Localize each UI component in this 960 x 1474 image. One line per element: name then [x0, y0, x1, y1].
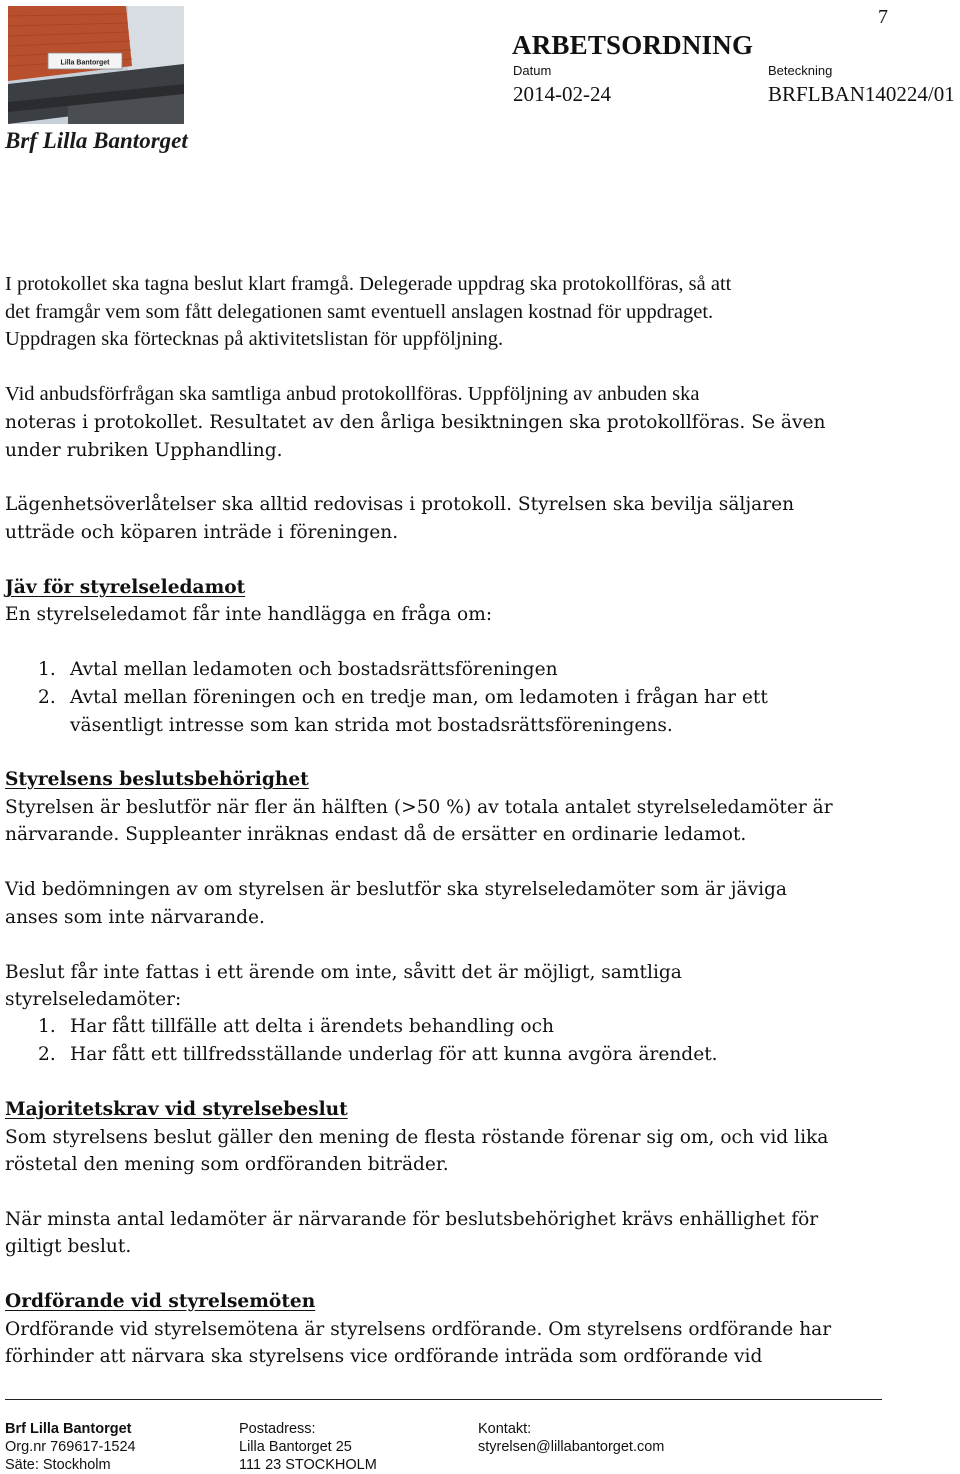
list-number: 2. [38, 1044, 56, 1065]
paragraph-line: Ordförande vid styrelsemötena är styrelsens ordförande. Om styrelsens ordförande har [5, 1319, 832, 1340]
paragraph-line: förhinder att närvara ska styrelsens vice ordförande inträda som ordförande vid [5, 1346, 763, 1367]
date-label: Datum [513, 63, 552, 78]
paragraph-line: Styrelsen är beslutför när fler än hälften (>50 %) av totala antalet styrelseledamöter är [5, 797, 833, 818]
list-text: Har fått ett tillfredsställande underlag för att kunna avgöra ärendet. [70, 1044, 718, 1065]
paragraph-line: Uppdragen ska förtecknas på aktivitetslistan för uppföljning. [5, 328, 504, 350]
paragraph-line: Lägenhetsöverlåtelser ska alltid redovisas i protokoll. Styrelsen ska bevilja säljaren [5, 494, 795, 515]
building-sign-image [8, 6, 184, 124]
paragraph-line: Beslut får inte fattas i ett ärende om inte, såvitt det är möjligt, samtliga [5, 962, 682, 983]
paragraph-line: närvarande. Suppleanter inräknas endast då de ersätter en ordinarie ledamot. [5, 824, 747, 845]
footer-contact [478, 1420, 664, 1456]
paragraph-line: noteras i protokollet. Resultatet av den årliga besiktningen ska protokollföras. Se även [5, 412, 826, 433]
paragraph-line: styrelseledamöter: [5, 989, 182, 1010]
footer-seat: Säte: Stockholm [5, 1457, 111, 1473]
section-heading-ordforande: Ordförande vid styrelsemöten [5, 1291, 316, 1312]
footer-city: 111 23 STOCKHOLM [239, 1457, 377, 1473]
document-type: ARBETSORDNING [512, 30, 754, 60]
paragraph-line: under rubriken Upphandling. [5, 440, 283, 461]
paragraph-line: Vid anbudsförfrågan ska samtliga anbud protokollföras. Uppföljning av anbuden ska [5, 383, 700, 405]
list-text: Har fått tillfälle att delta i ärendets behandling och [70, 1016, 555, 1037]
list-item [5, 1013, 905, 1041]
list-item [5, 684, 905, 739]
logo-photo [8, 6, 184, 124]
org-title: Brf Lilla Bantorget [5, 128, 188, 153]
list-text-continued: väsentligt intresse som kan strida mot bostadsrättsföreningens. [70, 714, 673, 736]
paragraph-line: Vid bedömningen av om styrelsen är beslutför ska styrelseledamöter som är jäviga [5, 879, 788, 900]
paragraph-line: Som styrelsens beslut gäller den mening de flesta röstande förenar sig om, och vid lika [5, 1127, 829, 1148]
list-item [5, 656, 905, 684]
paragraph-line: När minsta antal ledamöter är närvarande för beslutsbehörighet krävs enhällighet för [5, 1209, 819, 1230]
footer-email-link[interactable]: styrelsen@lillabantorget.com [478, 1439, 665, 1455]
list-text: Avtal mellan föreningen och en tredje man, om ledamoten i frågan har ett [70, 687, 768, 708]
paragraph-line: En styrelseledamot får inte handlägga en fråga om: [5, 604, 493, 625]
footer-contact-label: Kontakt: [478, 1421, 532, 1437]
reference-label: Beteckning [768, 63, 833, 78]
paragraph-line: röstetal den mening som ordföranden biträder. [5, 1154, 449, 1175]
list-item [5, 1041, 905, 1069]
section-heading-beslutsbehorighet: Styrelsens beslutsbehörighet [5, 769, 309, 790]
footer-org-number: Org.nr 769617-1524 [5, 1439, 136, 1455]
footer-postal-label: Postadress: [239, 1421, 316, 1437]
paragraph-line: utträde och köparen inträde i föreningen. [5, 522, 399, 543]
footer-divider [5, 1399, 882, 1400]
paragraph-line: anses som inte närvarande. [5, 907, 265, 928]
footer-postal-address [239, 1420, 377, 1474]
footer-org-name: Brf Lilla Bantorget [5, 1421, 132, 1437]
list-number: 1. [38, 659, 56, 680]
list-number: 2. [38, 687, 56, 708]
footer-organization [5, 1420, 136, 1474]
list-number: 1. [38, 1016, 56, 1037]
section-heading-majoritet: Majoritetskrav vid styrelsebeslut [5, 1099, 348, 1120]
date-value: 2014-02-24 [513, 82, 611, 106]
paragraph-line: det framgår vem som fått delegationen samt eventuell anslagen kostnad för uppdraget. [5, 301, 714, 323]
list-text: Avtal mellan ledamoten och bostadsrättsföreningen [70, 659, 558, 680]
reference-value: BRFLBAN140224/01 [768, 82, 955, 106]
footer-street: Lilla Bantorget 25 [239, 1439, 352, 1455]
section-heading-jav: Jäv för styrelseledamot [5, 577, 246, 598]
paragraph-line: giltigt beslut. [5, 1236, 132, 1257]
logo-sign-text: Lilla Bantorget [60, 59, 110, 67]
page-number: 7 [878, 6, 888, 28]
paragraph-line: I protokollet ska tagna beslut klart framgå. Delegerade uppdrag ska protokollföras, så att [5, 273, 732, 295]
